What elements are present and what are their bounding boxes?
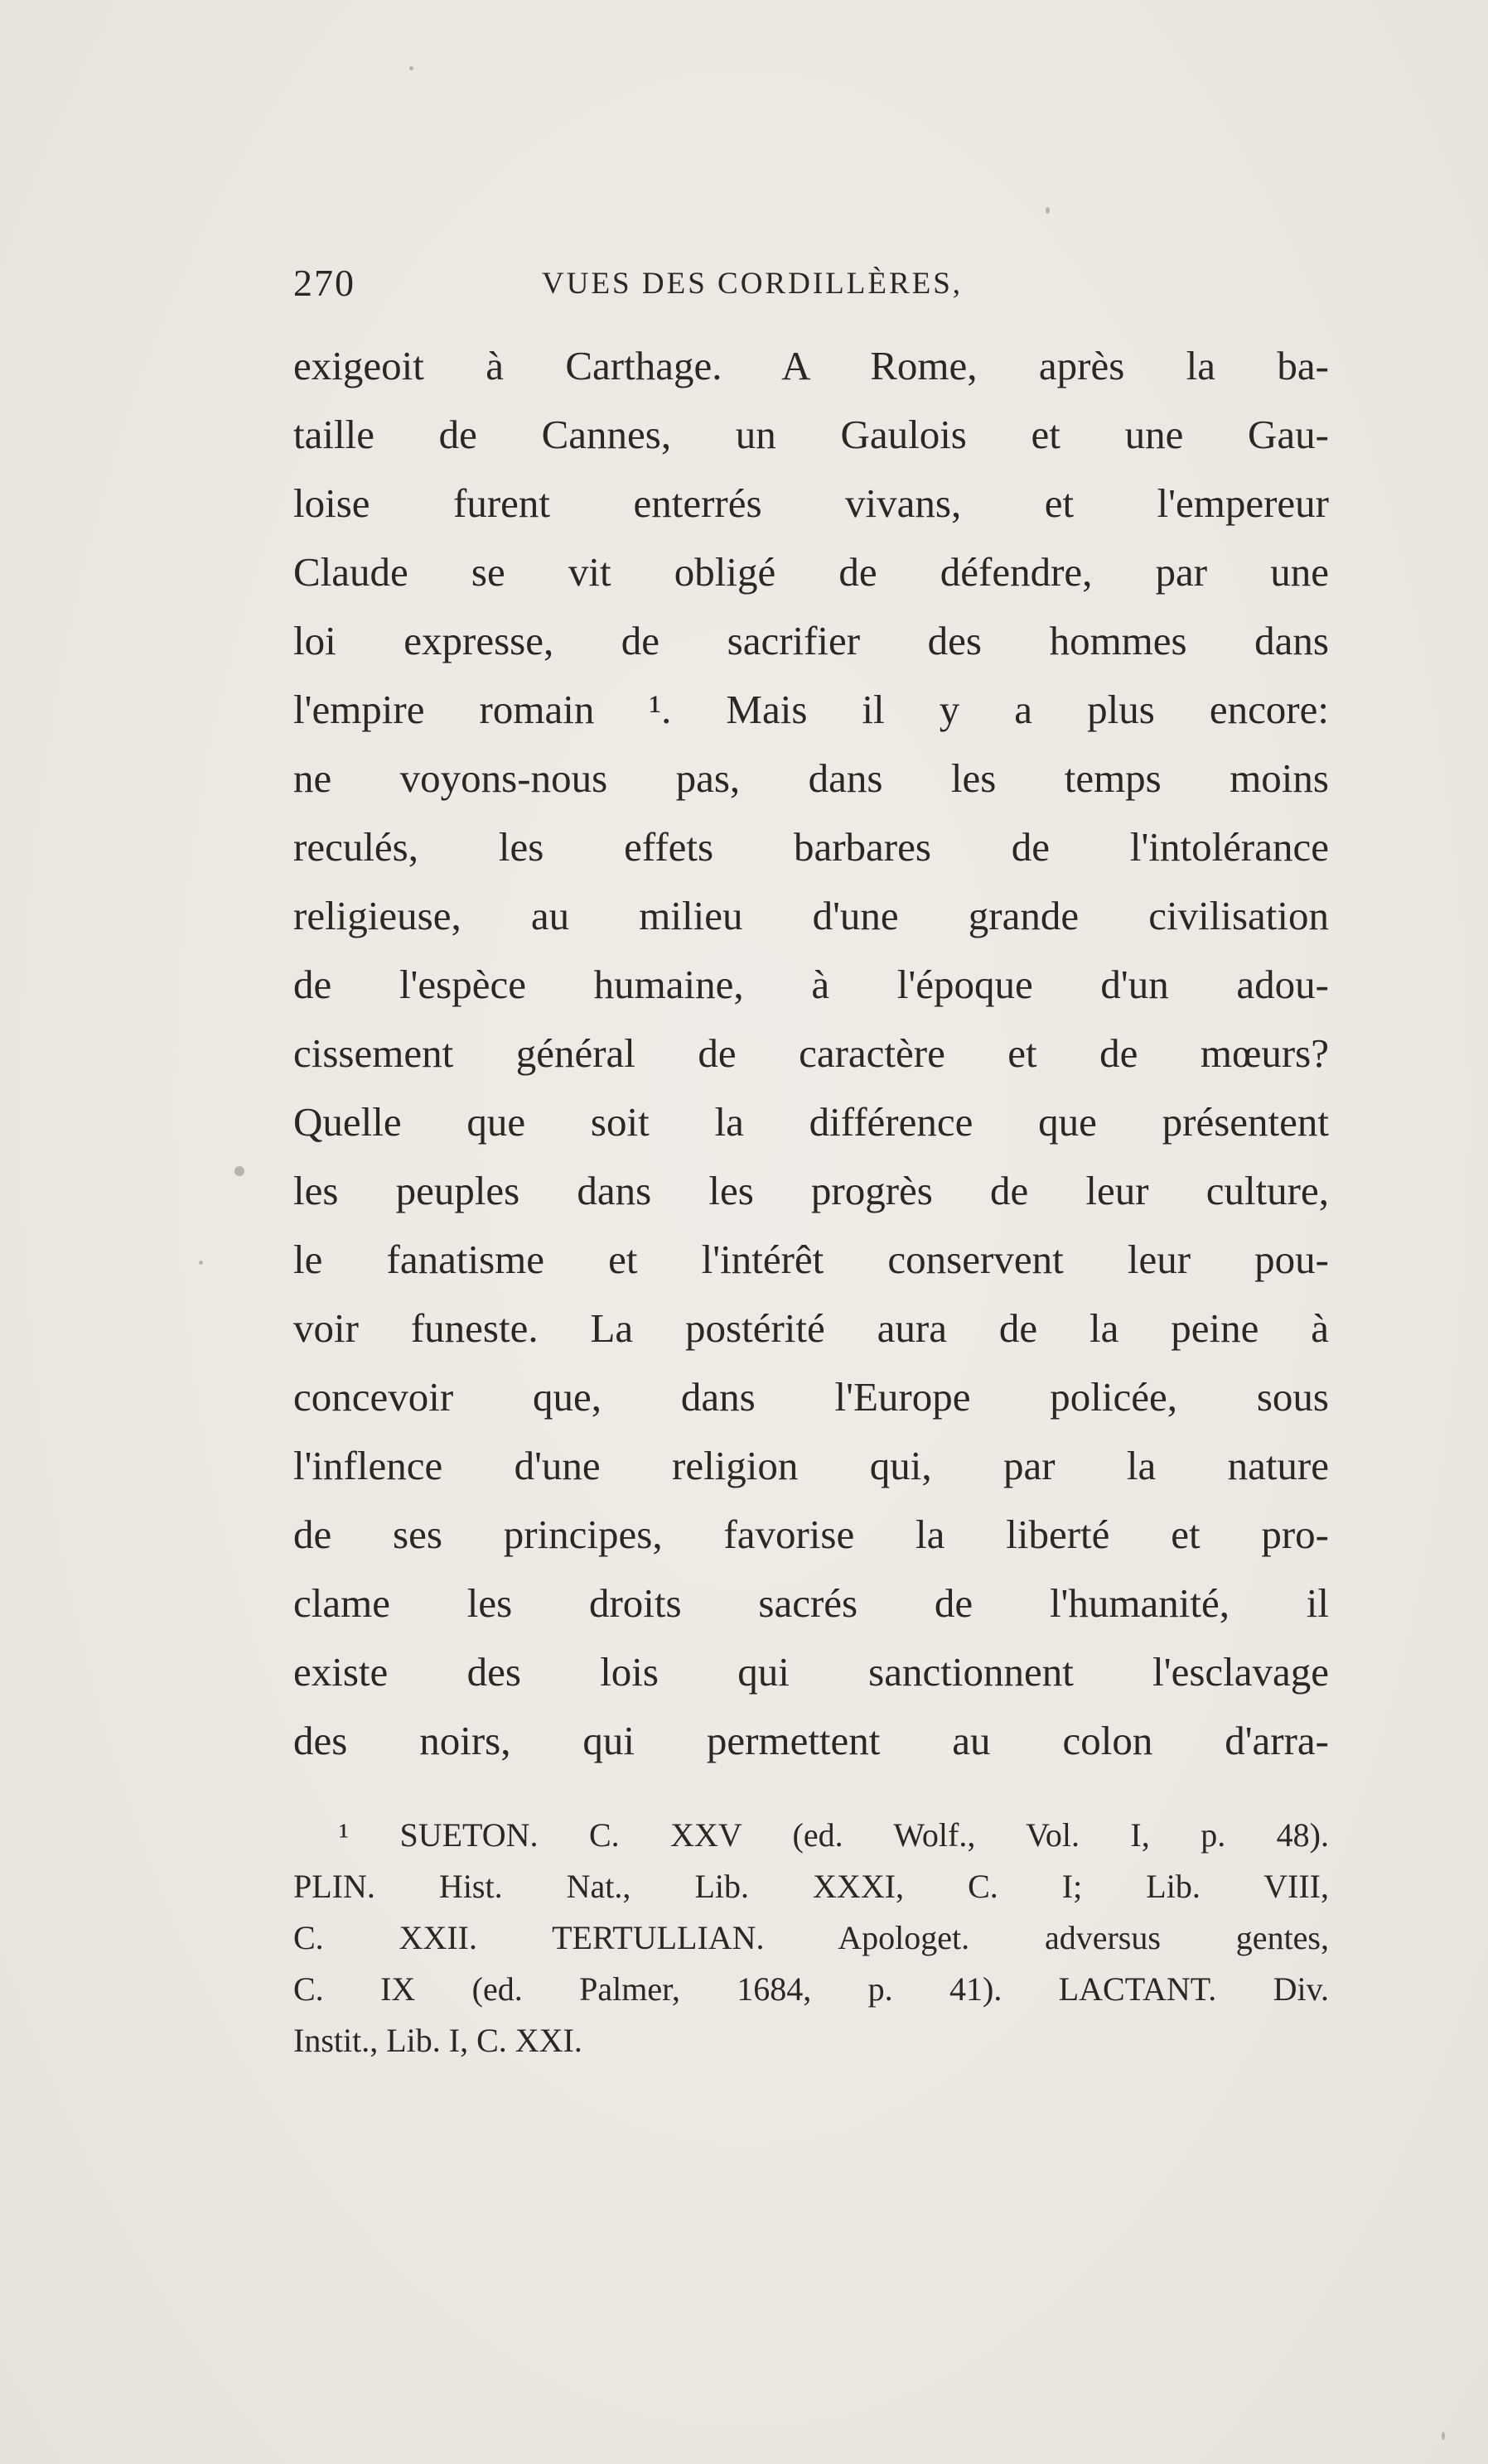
page-header [293, 261, 1089, 311]
footnote-line: C. IX (ed. Palmer, 1684, p. 41). LACTANT. Div. [293, 1970, 1329, 2008]
text-line: Quelle que soit la différence que présentent [293, 1099, 1329, 1145]
footnote-line: ¹ SUETON. C. XXV (ed. Wolf., Vol. I, p. 48). [339, 1816, 1329, 1854]
text-line: existe des lois qui sanctionnent l'esclavage [293, 1649, 1329, 1695]
text-line: Claude se vit obligé de défendre, par une [293, 549, 1329, 595]
text-line: concevoir que, dans l'Europe policée, sous [293, 1374, 1329, 1420]
text-line: l'inflence d'une religion qui, par la nature [293, 1443, 1329, 1488]
text-line: clame les droits sacrés de l'humanité, il [293, 1580, 1329, 1626]
text-line: voir funeste. La postérité aura de la peine à [293, 1305, 1329, 1351]
text-line: exigeoit à Carthage. A Rome, après la ba- [293, 343, 1329, 388]
text-line: ne voyons-nous pas, dans les temps moins [293, 755, 1329, 801]
paper-speck [1046, 207, 1050, 214]
footnote-line: Instit., Lib. I, C. XXI. [293, 2022, 582, 2059]
running-head: VUES DES CORDILLÈRES, [542, 267, 964, 301]
text-line: les peuples dans les progrès de leur culture, [293, 1168, 1329, 1213]
footnotes [293, 1810, 1329, 2066]
paper-speck [234, 1166, 244, 1176]
text-line: loi expresse, de sacrifier des hommes dans [293, 618, 1329, 663]
text-line: taille de Cannes, un Gaulois et une Gau- [293, 412, 1329, 457]
text-line: l'empire romain ¹. Mais il y a plus encore: [293, 687, 1329, 732]
text-line: des noirs, qui permettent au colon d'arra- [293, 1718, 1329, 1763]
text-line: cissement général de caractère et de mœurs? [293, 1030, 1329, 1076]
text-line: le fanatisme et l'intérêt conservent leur pou- [293, 1237, 1329, 1282]
text-line: loise furent enterrés vivans, et l'empereur [293, 480, 1329, 526]
footnote-line: C. XXII. TERTULLIAN. Apologet. adversus gentes, [293, 1919, 1329, 1956]
text-line: de l'espèce humaine, à l'époque d'un adou- [293, 962, 1329, 1007]
paper-speck [409, 66, 413, 70]
paper-speck [1442, 2432, 1445, 2440]
text-line: reculés, les effets barbares de l'intolérance [293, 824, 1329, 870]
text-line: de ses principes, favorise la liberté et pro- [293, 1512, 1329, 1557]
paper-speck [199, 1261, 203, 1265]
text-line: religieuse, au milieu d'une grande civilisation [293, 893, 1329, 938]
body-text [293, 331, 1329, 1775]
footnote-line: PLIN. Hist. Nat., Lib. XXXI, C. I; Lib. VIII, [293, 1868, 1329, 1905]
page-number: 270 [293, 262, 355, 304]
